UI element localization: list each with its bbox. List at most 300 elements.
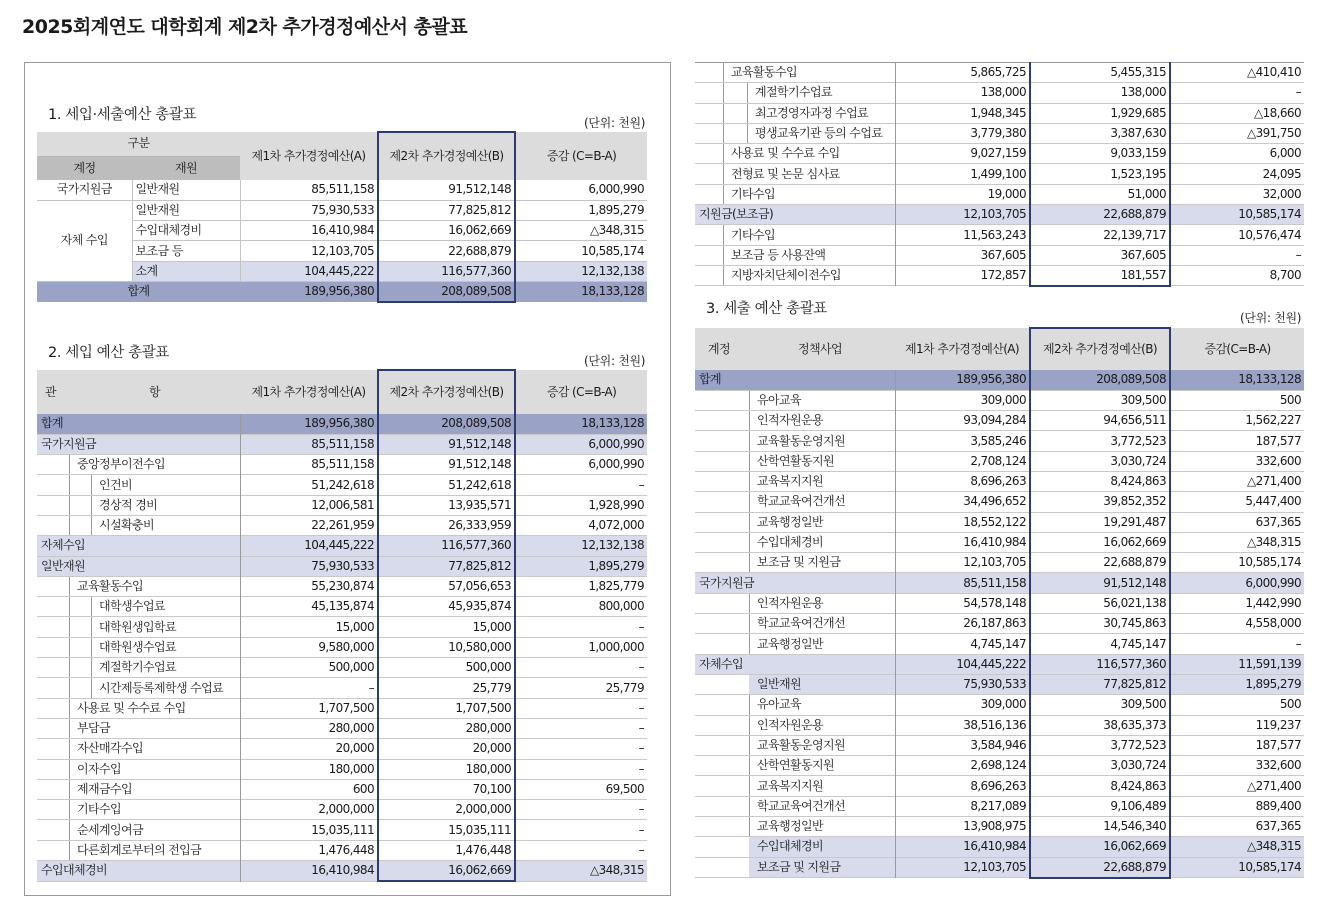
table-row [695, 512, 1304, 532]
first-value: 2,000,000 [240, 800, 378, 820]
table-row [37, 455, 647, 475]
row-label: 합계 [41, 416, 63, 431]
second-value: 94,656,511 [1030, 411, 1170, 431]
diff-value: 4,072,000 [588, 518, 644, 533]
diff-value: 6,000,990 [1245, 575, 1301, 590]
row-label: 교육활동운영지원 [695, 431, 895, 451]
first-value: 85,511,158 [240, 434, 378, 454]
header-second: 제2차 추가경정예산(B) [1030, 328, 1170, 370]
table-row [695, 225, 1304, 245]
table-row [37, 759, 647, 779]
second-value: 14,546,340 [1030, 817, 1170, 837]
diff-value: 637,365 [1255, 819, 1301, 834]
row-label: 유아교육 [695, 695, 895, 715]
table-row [695, 164, 1304, 184]
header-first: 제1차 추가경정예산(A) [895, 328, 1030, 370]
second-value: 77,825,812 [378, 556, 515, 576]
header-group: 구분 [37, 132, 240, 156]
section2-unit: (단위: 천원) [584, 354, 646, 368]
second-value: 3,030,724 [1030, 451, 1170, 471]
row-label: 제재금수입 [37, 779, 240, 799]
first-value: 9,580,000 [240, 637, 378, 657]
table-row [37, 840, 647, 860]
row-label: 중앙정부이전수입 [37, 455, 240, 475]
table-row [37, 779, 647, 799]
second-value: 56,021,138 [1030, 593, 1170, 613]
section3-title: 3. 세출 예산 총괄표 [706, 301, 827, 317]
first-value: 12,006,581 [240, 495, 378, 515]
second-value: 91,512,148 [378, 455, 515, 475]
diff-value: 12,132,138 [581, 538, 644, 553]
first-value: 8,217,089 [895, 796, 1030, 816]
diff-value: 6,000,990 [588, 457, 644, 472]
first-value: 189,956,380 [895, 370, 1030, 390]
header-account: 계정 [37, 156, 132, 180]
first-value: 51,242,618 [240, 475, 378, 495]
diff-value: 10,576,474 [1238, 227, 1301, 242]
diff-value: – [638, 761, 644, 776]
row-label: 수입대체경비 [41, 863, 107, 878]
table-row [695, 532, 1304, 552]
second-value: 309,500 [1030, 390, 1170, 410]
table-row [37, 800, 647, 820]
total-row [695, 370, 1304, 390]
first-value: 15,035,111 [240, 820, 378, 840]
table-row [695, 715, 1304, 735]
first-value: 2,698,124 [895, 756, 1030, 776]
first-value: 85,511,158 [240, 455, 378, 475]
section1-title: 1. 세입·세출예산 총괄표 [48, 107, 197, 123]
expenditure-table [695, 327, 1304, 879]
header-account-program: 계정 정책사업 [695, 328, 895, 370]
first-value: 9,027,159 [895, 144, 1030, 164]
first-value: 500,000 [240, 658, 378, 678]
diff-value: 69,500 [605, 781, 644, 796]
diff-value: △271,400 [1246, 474, 1301, 489]
row-label: 교육복지지원 [695, 471, 895, 491]
subtotal-row [37, 861, 647, 882]
diff-value: △410,410 [1246, 65, 1301, 80]
first-value: 18,552,122 [895, 512, 1030, 532]
row-label: 국가지원금 [41, 436, 96, 451]
subtotal-row [695, 837, 1304, 857]
second-value: 208,089,508 [378, 414, 515, 434]
revenue-continued-body [695, 63, 1304, 286]
second-value: 280,000 [378, 718, 515, 738]
row-label: 최고경영자과정 수업료 [695, 103, 895, 123]
second-value: 3,772,523 [1030, 431, 1170, 451]
diff-value: 187,577 [1255, 737, 1301, 752]
first-value: 13,908,975 [895, 817, 1030, 837]
table-row [695, 634, 1304, 654]
first-value: 367,605 [895, 245, 1030, 265]
second-value: 15,000 [378, 617, 515, 637]
first-value: 8,696,263 [895, 471, 1030, 491]
row-label: 산학연활동지원 [695, 756, 895, 776]
row-label: 대학원생입학료 [37, 617, 240, 637]
diff-value: 1,442,990 [1245, 595, 1301, 610]
diff-value: 332,600 [1255, 453, 1301, 468]
table-row [695, 593, 1304, 613]
header-diff: 증감 (C=B-A) [515, 132, 647, 180]
row-label: 지방자치단체이전수입 [695, 265, 895, 286]
diff-value: – [638, 842, 644, 857]
row-label: 전형료 및 논문 심사료 [695, 164, 895, 184]
first-value: 5,865,725 [895, 63, 1030, 83]
subtotal-row [695, 654, 1304, 674]
diff-value: 119,237 [1255, 717, 1301, 732]
diff-value: 1,562,227 [1245, 413, 1301, 428]
second-value: 180,000 [378, 759, 515, 779]
diff-value: △348,315 [1246, 839, 1301, 854]
diff-value: – [1295, 85, 1301, 100]
table-row [37, 739, 647, 759]
second-value: 20,000 [378, 739, 515, 759]
diff-value: 10,585,174 [1238, 207, 1301, 222]
row-label: 사용료 및 수수료 수입 [695, 144, 895, 164]
subtotal-row [37, 536, 647, 556]
table-row [695, 123, 1304, 143]
subtotal-row [695, 674, 1304, 694]
subtotal-row [695, 205, 1304, 225]
first-value: 138,000 [895, 83, 1030, 103]
row-label: 자체수입 [41, 538, 85, 553]
table-row [695, 83, 1304, 103]
diff-value: 24,095 [1262, 166, 1301, 181]
row-label: 수입대체경비 [695, 532, 895, 552]
diff-value: – [638, 741, 644, 756]
diff-value: 18,133,128 [1238, 372, 1301, 387]
first-value: 180,000 [240, 759, 378, 779]
row-label: 교육활동운영지원 [695, 735, 895, 755]
first-value: 16,410,984 [895, 532, 1030, 552]
row-label: 유아교육 [695, 390, 895, 410]
first-value: – [240, 678, 378, 698]
table-row [695, 614, 1304, 634]
second-value: 5,455,315 [1030, 63, 1170, 83]
first-value: 12,103,705 [895, 205, 1030, 225]
summary-table [37, 131, 647, 303]
document-title: 2025회계연도 대학회계 제2차 추가경정예산서 총괄표 [22, 16, 468, 38]
row-label: 수입대체경비 [695, 837, 895, 857]
diff-value: 6,000 [1269, 146, 1301, 161]
diff-value: – [638, 700, 644, 715]
second-value: 91,512,148 [1030, 573, 1170, 593]
second-value: 22,688,879 [1030, 205, 1170, 225]
first-value: 16,410,984 [240, 861, 378, 882]
second-value: 8,424,863 [1030, 471, 1170, 491]
row-label: 자체수입 [699, 656, 743, 671]
second-value: 500,000 [378, 658, 515, 678]
second-value: 13,935,571 [378, 495, 515, 515]
diff-value: 5,447,400 [1245, 494, 1301, 509]
table-row [37, 617, 647, 637]
row-label: 교육행정일반 [695, 512, 895, 532]
header-second: 제2차 추가경정예산(B) [378, 132, 515, 180]
second-value: 1,523,195 [1030, 164, 1170, 184]
table-row [695, 265, 1304, 286]
second-value: 2,000,000 [378, 800, 515, 820]
row-label: 인적자원운용 [695, 593, 895, 613]
row-label: 기타수입 [37, 800, 240, 820]
table-row: 수입대체경비 16,410,984 16,062,669 △348,315 [37, 221, 647, 241]
first-value: 34,496,652 [895, 492, 1030, 512]
first-value: 172,857 [895, 265, 1030, 286]
first-value: 19,000 [895, 184, 1030, 204]
row-label: 순세계잉여금 [37, 820, 240, 840]
second-value: 1,707,500 [378, 698, 515, 718]
second-value: 3,030,724 [1030, 756, 1170, 776]
row-label: 계절학기수업료 [695, 83, 895, 103]
table-row [695, 471, 1304, 491]
second-value: 39,852,352 [1030, 492, 1170, 512]
first-value: 4,745,147 [895, 634, 1030, 654]
second-value: 3,772,523 [1030, 735, 1170, 755]
table-row [37, 820, 647, 840]
diff-value: 332,600 [1255, 758, 1301, 773]
header-kwan-hang: 관 항 [37, 370, 240, 414]
table-row [695, 184, 1304, 204]
second-value: 309,500 [1030, 695, 1170, 715]
first-value: 12,103,705 [895, 553, 1030, 573]
diff-value: – [638, 802, 644, 817]
diff-value: 637,365 [1255, 514, 1301, 529]
diff-value: 18,133,128 [581, 416, 644, 431]
first-value: 8,696,263 [895, 776, 1030, 796]
first-value: 2,708,124 [895, 451, 1030, 471]
table-row [695, 245, 1304, 265]
first-value: 1,707,500 [240, 698, 378, 718]
revenue-table [37, 369, 647, 882]
table-row: 국가지원금 일반재원 85,511,158 91,512,148 6,000,990 [37, 180, 647, 200]
table-row [37, 576, 647, 596]
table-row [695, 553, 1304, 573]
diff-value: 10,585,174 [1238, 859, 1301, 874]
first-value: 22,261,959 [240, 515, 378, 535]
second-value: 77,825,812 [1030, 674, 1170, 694]
second-value: 16,062,669 [1030, 837, 1170, 857]
row-label: 인적자원운용 [695, 715, 895, 735]
row-label: 교육활동수입 [37, 576, 240, 596]
first-value: 54,578,148 [895, 593, 1030, 613]
first-value: 3,584,946 [895, 735, 1030, 755]
diff-value: 1,928,990 [588, 497, 644, 512]
row-label: 사용료 및 수수료 수입 [37, 698, 240, 718]
first-value: 12,103,705 [895, 857, 1030, 878]
second-value: 57,056,653 [378, 576, 515, 596]
total-row [37, 414, 647, 434]
diff-value: 11,591,139 [1238, 656, 1301, 671]
row-label: 계절학기수업료 [37, 658, 240, 678]
second-value: 45,935,874 [378, 597, 515, 617]
table-row [695, 144, 1304, 164]
second-value: 25,779 [378, 678, 515, 698]
row-label: 교육행정일반 [695, 634, 895, 654]
first-value: 1,948,345 [895, 103, 1030, 123]
second-value: 70,100 [378, 779, 515, 799]
table-row [695, 776, 1304, 796]
first-value: 1,476,448 [240, 840, 378, 860]
second-value: 3,387,630 [1030, 123, 1170, 143]
diff-value: 500 [1279, 697, 1301, 712]
diff-value: – [638, 477, 644, 492]
header-diff: 증감(C=B-A) [1170, 328, 1304, 370]
diff-value: 1,895,279 [1245, 677, 1301, 692]
diff-value: 187,577 [1255, 433, 1301, 448]
table-row [37, 718, 647, 738]
row-label: 이자수입 [37, 759, 240, 779]
row-label: 대학원생수업료 [37, 637, 240, 657]
first-value: 3,585,246 [895, 431, 1030, 451]
diff-value: 32,000 [1262, 186, 1301, 201]
first-value: 75,930,533 [895, 674, 1030, 694]
table-row [37, 698, 647, 718]
diff-value: 8,700 [1269, 268, 1301, 283]
first-value: 280,000 [240, 718, 378, 738]
first-value: 16,410,984 [895, 837, 1030, 857]
diff-value: △18,660 [1253, 105, 1301, 120]
first-value: 20,000 [240, 739, 378, 759]
row-label: 기타수입 [695, 184, 895, 204]
table-row [37, 515, 647, 535]
row-label: 경상적 경비 [37, 495, 240, 515]
table-row [695, 735, 1304, 755]
diff-value: △271,400 [1246, 778, 1301, 793]
second-value: 367,605 [1030, 245, 1170, 265]
table-row [695, 431, 1304, 451]
subtotal-row [37, 434, 647, 454]
row-label: 교육복지지원 [695, 776, 895, 796]
first-value: 104,445,222 [240, 536, 378, 556]
first-value: 11,563,243 [895, 225, 1030, 245]
table-row [37, 637, 647, 657]
second-value: 16,062,669 [1030, 532, 1170, 552]
section2-title: 2. 세입 예산 총괄표 [48, 345, 169, 361]
table-row [695, 63, 1304, 83]
row-label: 보조금 및 지원금 [695, 857, 895, 878]
revenue-table-body [37, 414, 647, 881]
table-row [695, 411, 1304, 431]
row-label: 학교교육여건개선 [695, 614, 895, 634]
expenditure-table-body [695, 370, 1304, 878]
table-row [695, 695, 1304, 715]
first-value: 93,094,284 [895, 411, 1030, 431]
second-value: 26,333,959 [378, 515, 515, 535]
row-label: 보조금 및 지원금 [695, 553, 895, 573]
second-value: 10,580,000 [378, 637, 515, 657]
table-row [37, 475, 647, 495]
diff-value: 10,585,174 [1238, 555, 1301, 570]
diff-value: – [638, 822, 644, 837]
row-label: 시설확충비 [37, 515, 240, 535]
row-label: 국가지원금 [699, 575, 754, 590]
table-row [695, 817, 1304, 837]
table-row [695, 756, 1304, 776]
table-row [695, 390, 1304, 410]
table-row [695, 451, 1304, 471]
diff-value: △348,315 [1246, 535, 1301, 550]
second-value: 8,424,863 [1030, 776, 1170, 796]
row-label: 보조금 등 사용잔액 [695, 245, 895, 265]
table-row [37, 495, 647, 515]
first-value: 38,516,136 [895, 715, 1030, 735]
header-first: 제1차 추가경정예산(A) [240, 370, 378, 414]
diff-value: 889,400 [1255, 798, 1301, 813]
first-value: 55,230,874 [240, 576, 378, 596]
table-row [37, 597, 647, 617]
row-label: 평생교육기관 등의 수업료 [695, 123, 895, 143]
row-label: 부담금 [37, 718, 240, 738]
second-value: 1,476,448 [378, 840, 515, 860]
table-row [37, 658, 647, 678]
row-label: 시간제등록제학생 수업료 [37, 678, 240, 698]
diff-value: 1,895,279 [588, 558, 644, 573]
second-value: 38,635,373 [1030, 715, 1170, 735]
header-diff: 증감 (C=B-A) [515, 370, 647, 414]
first-value: 85,511,158 [895, 573, 1030, 593]
header-source: 재원 [132, 156, 240, 180]
second-value: 22,139,717 [1030, 225, 1170, 245]
section3-unit: (단위: 천원) [1240, 311, 1302, 325]
row-label: 일반재원 [695, 674, 895, 694]
table-row [37, 678, 647, 698]
diff-value: 1,000,000 [588, 639, 644, 654]
subtotal-row [695, 857, 1304, 878]
second-value: 19,291,487 [1030, 512, 1170, 532]
subtotal-row [37, 556, 647, 576]
table-row [695, 796, 1304, 816]
section1-unit: (단위: 천원) [584, 116, 646, 130]
first-value: 26,187,863 [895, 614, 1030, 634]
row-label: 지원금(보조금) [699, 207, 774, 222]
header-second: 제2차 추가경정예산(B) [378, 370, 515, 414]
diff-value: – [638, 721, 644, 736]
second-value: 51,000 [1030, 184, 1170, 204]
diff-value: 6,000,990 [588, 436, 644, 451]
second-value: 116,577,360 [1030, 654, 1170, 674]
diff-value: 25,779 [605, 680, 644, 695]
second-value: 22,688,879 [1030, 553, 1170, 573]
row-label: 다른회계로부터의 전입금 [37, 840, 240, 860]
second-value: 22,688,879 [1030, 857, 1170, 878]
diff-value: – [1295, 247, 1301, 262]
second-value: 16,062,669 [378, 861, 515, 882]
diff-value: – [638, 619, 644, 634]
first-value: 75,930,533 [240, 556, 378, 576]
row-label: 학교교육여건개선 [695, 796, 895, 816]
table-row: 자체 수입 일반재원 75,930,533 77,825,812 1,895,279 [37, 200, 647, 220]
row-label: 합계 [699, 372, 721, 387]
diff-value: 500 [1279, 392, 1301, 407]
revenue-table-continued [695, 62, 1304, 287]
second-value: 51,242,618 [378, 475, 515, 495]
second-value: 1,929,685 [1030, 103, 1170, 123]
first-value: 104,445,222 [895, 654, 1030, 674]
second-value: 138,000 [1030, 83, 1170, 103]
row-label: 교육행정일반 [695, 817, 895, 837]
diff-value: 4,558,000 [1245, 616, 1301, 631]
row-label: 학교교육여건개선 [695, 492, 895, 512]
first-value: 309,000 [895, 695, 1030, 715]
first-value: 309,000 [895, 390, 1030, 410]
row-label: 일반재원 [41, 558, 85, 573]
row-label: 인적자원운용 [695, 411, 895, 431]
first-value: 1,499,100 [895, 164, 1030, 184]
total-row: 합계 189,956,380 208,089,508 18,133,128 [37, 281, 647, 302]
second-value: 208,089,508 [1030, 370, 1170, 390]
first-value: 3,779,380 [895, 123, 1030, 143]
diff-value: 800,000 [598, 599, 644, 614]
